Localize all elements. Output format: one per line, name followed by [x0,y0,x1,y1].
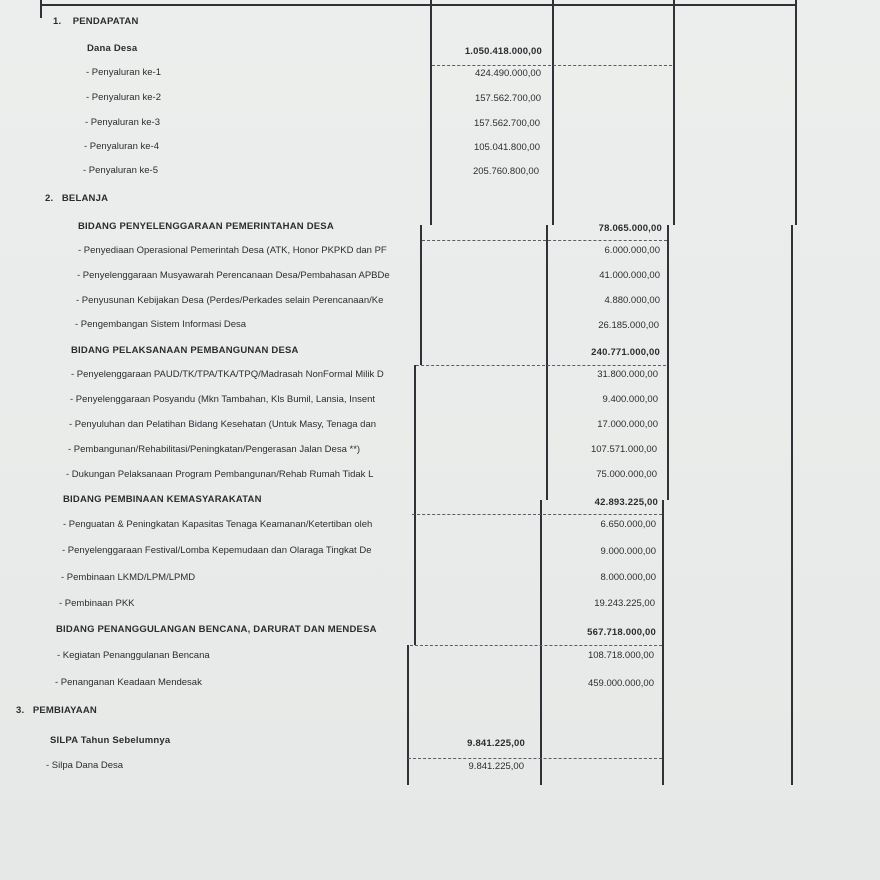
list-item-amount: 157.562.700,00 [473,118,540,129]
list-item: - Penyaluran ke-1 [86,67,161,78]
list-item: - Penyaluran ke-5 [83,165,158,176]
column-divider-4b [791,225,793,785]
bidang-amount: 240.771.000,00 [591,347,660,358]
separator-bidang-3 [412,514,662,516]
group-silpa-label: SILPA Tahun Sebelumnya [50,735,171,746]
list-item: - Kegiatan Penanggulanan Bencana [57,650,210,661]
list-item: - Penanganan Keadaan Mendesak [55,677,202,688]
list-item: - Penyaluran ke-4 [84,141,159,152]
list-item-amount: 4.880.000,00 [604,295,660,306]
list-item-amount: 17.000.000,00 [597,419,658,430]
column-divider-1b [420,225,422,365]
list-item-amount: 459.000.000,00 [587,678,654,689]
list-item-amount: 31.800.000,00 [597,369,658,380]
group-silpa-amount: 9.841.225,00 [467,738,525,749]
list-item: - Pembangunan/Rehabilitasi/Peningkatan/Pengerasan Jalan Desa **) [68,444,361,455]
section-number: 3. [16,705,25,716]
section-pembiayaan [16,705,97,717]
list-item: - Pembinaan PKK [59,598,135,609]
list-item: - Penyelenggaraan Posyandu (Mkn Tambahan, Kls Bumil, Lansia, Insent [70,394,376,405]
section-title: PEMBIAYAAN [32,705,97,716]
separator-dana-desa [432,65,672,67]
column-divider-1d [407,645,409,785]
column-divider-1 [430,0,432,225]
column-divider-3 [673,0,675,225]
separator-silpa [408,758,662,760]
group-dana-desa-label: Dana Desa [87,43,138,54]
column-divider-2b [546,225,548,500]
list-item-amount: 75.000.000,00 [596,469,657,480]
bidang-label: BIDANG PENYELENGGARAAN PEMERINTAHAN DESA [78,221,334,232]
column-divider-3c [662,500,664,785]
list-item-amount: 6.650.000,00 [600,519,656,530]
list-item: - Pengembangan Sistem Informasi Desa [75,319,247,330]
bidang-label: BIDANG PENANGGULANGAN BENCANA, DARURAT DAN MENDESA [56,624,377,635]
separator-bidang-4 [410,645,662,647]
list-item: - Pembinaan LKMD/LPM/LPMD [61,572,196,583]
column-divider-1c [414,365,416,645]
list-item-amount: 108.718.000,00 [587,650,654,661]
list-item: - Penyelenggaraan Festival/Lomba Kepemudaan dan Olaraga Tingkat De [62,545,372,556]
bidang-label: BIDANG PELAKSANAAN PEMBANGUNAN DESA [71,345,299,356]
table-left-border [40,0,42,18]
list-item: - Penyediaan Operasional Pemerintah Desa (ATK, Honor PKPKD dan PF [78,245,387,256]
list-item: - Penyuluhan dan Pelatihan Bidang Kesehatan (Untuk Masy, Tenaga dan [69,419,377,430]
list-item: - Penyusunan Kebijakan Desa (Perdes/Perkades selain Perencanaan/Ke [76,295,384,306]
separator-bidang-1 [422,240,667,242]
list-item: - Dukungan Pelaksanaan Program Pembangunan/Rehab Rumah Tidak L [66,469,374,480]
bidang-label: BIDANG PEMBINAAN KEMASYARAKATAN [63,494,262,505]
column-divider-2 [552,0,554,225]
bidang-amount: 42.893.225,00 [594,497,658,508]
list-item-amount: 19.243.225,00 [594,598,655,609]
list-item: - Penyaluran ke-2 [86,92,161,103]
section-belanja [45,193,108,205]
list-item-amount: 9.000.000,00 [600,546,656,557]
column-divider-2c [540,500,542,785]
list-item-amount: 6.000.000,00 [604,245,660,256]
list-item-amount: 41.000.000,00 [599,270,660,281]
list-item-amount: 157.562.700,00 [474,93,541,104]
section-title: BELANJA [61,193,109,204]
table-top-border [40,4,796,6]
section-title: PENDAPATAN [72,16,139,27]
list-item: - Penyelenggaraan PAUD/TK/TPA/TKA/TPQ/Madrasah NonFormal Milik D [71,369,384,380]
list-item-amount: 105.041.800,00 [473,142,540,153]
bidang-amount: 567.718.000,00 [587,627,656,638]
list-item: - Penyelenggaraan Musyawarah Perencanaan Desa/Pembahasan APBDe [77,270,390,281]
section-number: 1. [53,16,62,27]
section-number: 2. [45,193,54,204]
list-item-amount: 424.490.000,00 [474,68,541,79]
list-item-amount: 8.000.000,00 [600,572,656,583]
bidang-amount: 78.065.000,00 [598,223,662,234]
column-divider-4 [795,0,797,225]
group-dana-desa-amount: 1.050.418.000,00 [464,46,542,57]
list-item: - Penyaluran ke-3 [85,117,160,128]
list-item-amount: 9.400.000,00 [602,394,658,405]
list-item: - Silpa Dana Desa [46,760,124,771]
section-pendapatan [53,16,139,28]
list-item-amount: 107.571.000,00 [590,444,657,455]
list-item: - Penguatan & Peningkatan Kapasitas Tenaga Keamanan/Ketertiban oleh [63,519,373,530]
list-item-amount: 205.760.800,00 [472,166,539,177]
list-item-amount: 26.185.000,00 [598,320,659,331]
list-item-amount: 9.841.225,00 [468,761,524,772]
separator-bidang-2 [416,365,666,367]
column-divider-3b [667,225,669,500]
